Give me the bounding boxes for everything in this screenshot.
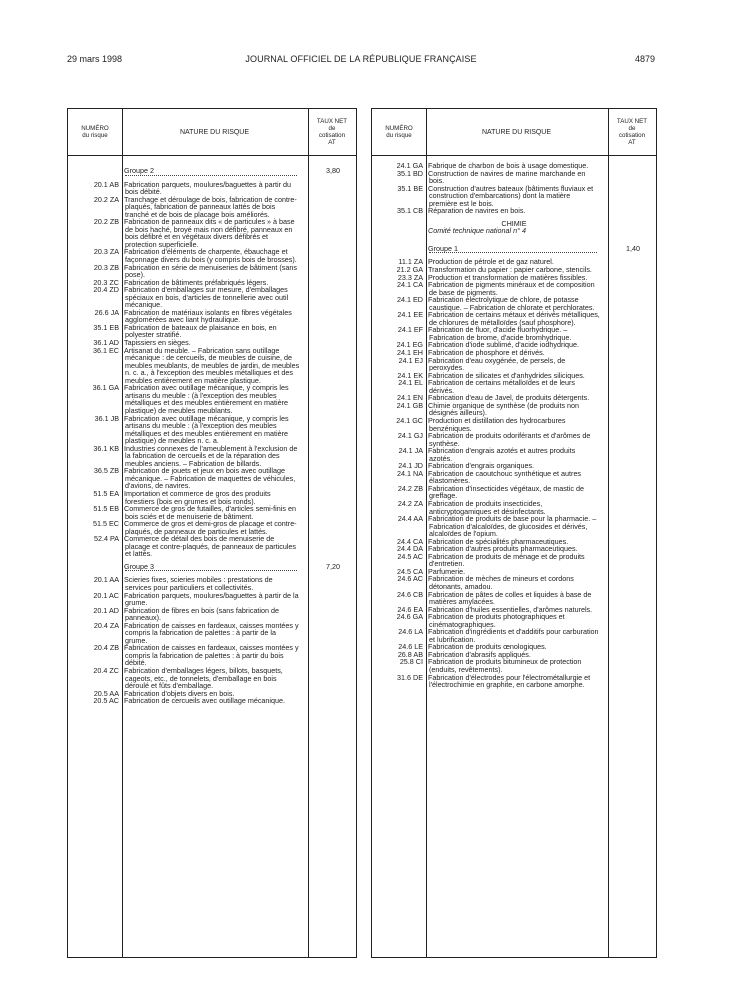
risk-description: Fabrication de certains métalloïdes et de leurs dérivés.	[428, 378, 576, 395]
risk-description: Fabrication d'électrodes pour l'électrométallurgie et l'électrochimie en graphite, en carbone amorphe.	[428, 672, 591, 690]
risk-description: Fabrication de caisses en fardeaux, caisses montées y compris la fabrication de palettes : à partir de la grume.	[124, 620, 299, 645]
risk-description: Fabrication d'éléments de charpente, ébauchage et façonnage divers du bois (y compris bois de brosses).	[124, 247, 297, 265]
table-row	[372, 281, 656, 296]
header-rate: TAUX NET de cotisation AT	[616, 118, 648, 146]
risk-code: 23.3 ZA	[397, 272, 423, 282]
table-row	[68, 196, 356, 219]
risk-code: 24.1 GB	[396, 400, 423, 410]
risk-description: Fabrication avec outillage mécanique, y compris les artisans du meuble : (à l'exception des meubles métalliques et des meubles entièrement en matière plastique) de meubles meublants.	[124, 383, 289, 415]
risk-code: 52.4 PA	[93, 534, 119, 544]
risk-code: 24.6 AC	[397, 574, 423, 584]
risk-code: 24.4 AA	[397, 514, 423, 524]
table-row	[372, 470, 656, 485]
table-header	[68, 109, 356, 156]
risk-code: 20.4 ZD	[93, 285, 119, 295]
risk-code: 20.4 ZA	[93, 620, 119, 630]
risk-description: Fabrication de produits insecticides, anticryptogamiques et désinfectants.	[428, 498, 546, 516]
table-row	[372, 402, 656, 417]
risk-code: 51.5 EC	[93, 519, 119, 529]
risk-code: 24.1 GJ	[397, 431, 423, 441]
risk-code: 24.1 EK	[397, 370, 423, 380]
table-row	[68, 218, 356, 248]
risk-code: 26.8 AB	[397, 649, 423, 659]
risk-description: Artisanat du meuble. – Fabrication sans outillage mécanique : de cercueils, de meubles de cuisine, de meubles meublants, de meubles de jardin, de meubles n. c. a., à l'exception des meubles métalliques et des meubles entièrement en matière plastique.	[124, 345, 300, 385]
risk-code: 36.5 ZB	[93, 466, 119, 476]
table-row	[68, 347, 356, 385]
risk-description: Construction d'autres bateaux (bâtiments fluviaux et construction d'embarcations) dont la matière première est le bois.	[428, 183, 594, 208]
risk-code: 24.1 GA	[396, 161, 423, 170]
table-row	[372, 515, 656, 538]
table-row	[372, 311, 656, 326]
group-label: Groupe 2	[125, 167, 297, 176]
risk-description: Commerce de gros de futailles, d'articles semi-finis en bois sciés et de menuiserie de bâtiment.	[124, 504, 296, 521]
risk-code: 20.1 AD	[93, 605, 119, 615]
risk-code: 20.5 AC	[93, 696, 119, 706]
table-row	[68, 520, 356, 535]
risk-code: 25.8 CI	[399, 657, 423, 667]
risk-description: Fabrication de fibres en bois (sans fabrication de panneaux).	[124, 605, 280, 623]
risk-description: Fabrication de produits bitumineux de protection (enduits, revêtements).	[428, 657, 582, 674]
table-row	[372, 613, 656, 628]
table-row	[68, 324, 356, 339]
risk-description: Fabrication d'emballages légers, billots, basquets, cageots, etc., de tonnelets, d'emballage en bois déroulé et fûts d'emballage.	[124, 666, 283, 691]
header-code: NUMÉRO du risque	[385, 125, 413, 139]
table-row	[68, 576, 356, 591]
table-row	[372, 500, 656, 515]
risk-code: 24.1 EG	[396, 340, 423, 350]
risk-code: 35.1 CB	[397, 206, 423, 216]
risk-code: 35.1 BD	[397, 168, 423, 178]
risk-code: 51.5 EA	[93, 488, 119, 498]
table-row	[372, 628, 656, 643]
risk-code: 24.5 AC	[397, 551, 423, 561]
risk-code: 24.2 ZA	[397, 498, 423, 508]
table-row	[68, 490, 356, 505]
risk-code: 24.6 EA	[397, 604, 423, 614]
risk-code: 20.2 ZB	[93, 217, 119, 227]
table-row	[372, 227, 656, 235]
risk-description: Fabrication d'eau oxygénée, de persels, de peroxydes.	[428, 355, 566, 373]
risk-code: 24.4 CA	[397, 536, 423, 546]
risk-code: 24.1 CA	[397, 280, 423, 290]
table-row	[68, 505, 356, 520]
risk-code: 24.4 DA	[397, 544, 423, 554]
left-table	[67, 108, 357, 958]
risk-description: Tranchage et déroulage de bois, fabrication de contre-plaqués, fabrication de panneaux lattés de bois tranché et de bois de placage bois améliorés.	[124, 194, 297, 219]
table-row	[68, 286, 356, 309]
issue-date: 29 mars 1998	[67, 54, 123, 64]
risk-description: Chimie organique de synthèse (de produits non désignés ailleurs).	[428, 400, 580, 418]
risk-code: 24.1 EN	[397, 393, 423, 403]
risk-description: Fabrication de produits photographiques et cinématographiques.	[428, 612, 565, 629]
risk-description: Fabrication parquets, moulures/baguettes à partir du bois débité.	[124, 179, 292, 197]
table-row	[68, 384, 356, 414]
risk-code: 24.1 EE	[397, 310, 423, 320]
right-rows	[372, 162, 656, 689]
risk-code: 21.2 GA	[396, 265, 423, 275]
table-row	[68, 607, 356, 622]
risk-description: Fabrication d'huiles essentielles, d'arômes naturels.	[428, 604, 593, 614]
risk-code: 24.1 JA	[398, 446, 423, 456]
risk-code: 24.6 LA	[398, 627, 423, 637]
header-nature: NATURE DU RISQUE	[481, 128, 552, 136]
table-row	[68, 644, 356, 667]
risk-code: 24.1 JD	[398, 461, 423, 471]
risk-description: Fabrication de silicates et d'anhydrides siliciques.	[428, 370, 585, 380]
risk-description: Fabrication de bâtiments préfabriqués légers.	[124, 277, 269, 287]
page-number: 4879	[634, 54, 655, 64]
risk-description: Fabrication d'emballages sur mesure, d'emballages spéciaux en bois, d'articles de tonnellerie avec outil mécanique.	[124, 285, 289, 310]
risk-description: Importation et commerce de gros des produits forestiers (bois en grumes et bois ronds).	[124, 488, 271, 506]
net-rate: 3,80	[326, 166, 340, 175]
risk-description: Commerce de détail des bois de menuiserie de placage et contre-plaqués, de panneaux de particules et lattés.	[124, 534, 297, 559]
risk-description: Commerce de gros et demi-gros de placage et contre-plaqués, de panneaux de particules et lattés.	[124, 519, 297, 536]
table-row	[372, 553, 656, 568]
risk-description: Fabrication de produits œnologiques.	[428, 642, 547, 652]
risk-description: Production de pétrole et de gaz naturel.	[428, 257, 554, 267]
risk-description: Fabrication de mèches de mineurs et cordons détonants, amadou.	[428, 574, 574, 591]
risk-description: Fabrication d'insecticides végétaux, de mastic de greffage.	[428, 483, 584, 501]
risk-code: 20.3 ZC	[93, 277, 119, 287]
risk-description: Fabrication d'eau de Javel, de produits détergents.	[428, 393, 590, 403]
net-rate: 1,40	[626, 243, 640, 253]
risk-description: Fabrication de caoutchouc synthétique et autres élastomères.	[428, 468, 582, 486]
risk-description: Parfumerie.	[428, 566, 466, 576]
table-row	[68, 264, 356, 279]
risk-code: 11.1 ZA	[398, 257, 423, 267]
risk-description: Fabrication de fluor, d'acide fluorhydrique. – Fabrication de brome, d'acide bromhydrique.	[428, 325, 572, 342]
page-header	[67, 54, 655, 68]
risk-code: 36.1 JB	[94, 413, 119, 423]
table-row	[68, 415, 356, 445]
risk-code: 51.5 EB	[93, 504, 119, 514]
risk-description: Fabrication d'objets divers en bois.	[124, 688, 235, 698]
header-nature: NATURE DU RISQUE	[179, 128, 250, 136]
table-row	[68, 535, 356, 558]
table-row	[372, 658, 656, 673]
risk-description: Fabrication de produits odoriférants et d'arômes de synthèse.	[428, 431, 591, 448]
table-row	[68, 248, 356, 263]
risk-description: Transformation du papier : papier carbone, stencils.	[428, 265, 592, 275]
table-row	[372, 674, 656, 689]
table-row	[372, 357, 656, 372]
risk-code: 20.1 AB	[93, 179, 119, 189]
risk-code: 20.4 ZC	[93, 666, 119, 675]
table-row	[68, 592, 356, 607]
risk-description: Fabrication de jouets et jeux en bois avec outillage mécanique. – Fabrication de maquettes de véhicules, d'avions, de navires.	[124, 466, 296, 491]
risk-code: 24.1 EJ	[398, 355, 423, 365]
group-row	[68, 167, 356, 176]
risk-description: Fabrication avec outillage mécanique, y compris les artisans du meuble : (à l'exception des meubles métalliques et des meubles entièrement en matière plastique) de meubles n. c. a.	[124, 413, 289, 446]
risk-code: 24.1 EH	[397, 348, 423, 358]
table-row	[68, 467, 356, 490]
risk-description: Fabrication de produits de ménage et de produits d'entretien.	[428, 551, 585, 569]
risk-code: 24.1 ED	[397, 295, 423, 305]
risk-code: 35.1 BE	[397, 183, 423, 193]
risk-description: Fabrication de matériaux isolants en fibres végétales agglomérées avec liant hydraulique.	[124, 307, 292, 325]
risk-description: Fabrication de caisses en fardeaux, caisses montées y compris la fabrication de palettes : à partir du bois débité.	[124, 643, 299, 668]
risk-description: Production et transformation de matières fissibles.	[428, 272, 588, 282]
risk-description: Fabrication d'iode sublimé, d'acide iodhydrique.	[428, 340, 579, 350]
table-row	[372, 417, 656, 432]
table-row	[372, 207, 656, 215]
risk-code: 20.1 AA	[93, 575, 119, 585]
risk-description: Fabrication de cercueils avec outillage mécanique.	[124, 696, 286, 706]
risk-description: Fabrication de phosphore et dérivés.	[428, 348, 545, 358]
risk-description: Fabrication de pâtes de colles et liquides à base de matières amylacées.	[428, 589, 592, 607]
risk-code: 26.6 JA	[94, 307, 119, 317]
risk-description: Fabrication parquets, moulures/baguettes à partir de la grume.	[124, 590, 299, 608]
table-row	[68, 181, 356, 196]
risk-description: Fabrication de certains métaux et dérivés métalliques, de chlorures de métalloïdes (sauf phosphore).	[428, 310, 600, 327]
risk-description: Fabrication de spécialités pharmaceutiques.	[428, 536, 569, 546]
risk-description: Fabrication de panneaux dits « de particules » à base de bois haché, broyé mais non défibré, panneaux en bois défibré et en végétaux divers défibrés et protection superficielle.	[124, 217, 295, 249]
risk-code: 20.4 ZB	[93, 643, 119, 653]
risk-code: 36.1 KB	[93, 443, 119, 453]
risk-code: 20.5 AA	[93, 688, 119, 698]
table-row	[372, 185, 656, 208]
group-label: Groupe 3	[125, 563, 297, 572]
risk-description: Fabrication d'engrais azotés et autres produits azotés.	[428, 446, 576, 463]
table-row	[68, 667, 356, 690]
table-row	[372, 326, 656, 341]
table-row	[372, 432, 656, 447]
group-row	[68, 563, 356, 572]
table-row	[68, 697, 356, 705]
table-row	[372, 447, 656, 462]
table-row	[68, 622, 356, 645]
group-label: Groupe 1	[429, 245, 597, 254]
risk-code: 24.5 CA	[397, 566, 423, 576]
risk-description: Fabrication en série de menuiseries de bâtiment (sans pose).	[124, 262, 297, 280]
risk-description: Comité technique national n° 4	[428, 226, 526, 236]
risk-code: 31.6 DE	[397, 672, 423, 682]
risk-description: Production et distillation des hydrocarbures benzéniques.	[428, 415, 566, 433]
journal-title: JOURNAL OFFICIEL DE LA RÉPUBLIQUE FRANÇAISE	[245, 54, 477, 64]
risk-description: Scieries fixes, scieries mobiles : prestations de services pour particuliers et collectivités.	[124, 575, 273, 592]
risk-code: 20.2 ZA	[93, 194, 119, 204]
table-row	[372, 296, 656, 311]
risk-code: 24.2 ZB	[397, 483, 423, 493]
risk-description: Industries connexes de l'ameublement à l'exclusion de la fabrication de cercueils et de la réparation des meubles anciens. – Fabrication de billards.	[124, 443, 298, 468]
header-code: NUMÉRO du risque	[81, 125, 109, 139]
table-row	[372, 379, 656, 394]
right-table	[371, 108, 657, 958]
risk-description: Fabrication de pigments minéraux et de composition de base de pigments.	[428, 280, 595, 297]
risk-code: 24.6 LE	[398, 642, 423, 652]
risk-code: 20.1 AC	[93, 590, 119, 600]
risk-description: Fabrication d'abrasifs appliqués.	[428, 649, 531, 659]
risk-description: Fabrication de bateaux de plaisance en bois, en polyester stratifié.	[124, 322, 277, 340]
risk-code: 24.1 GC	[396, 415, 423, 425]
table-row	[372, 485, 656, 500]
risk-description: Réparation de navires en bois.	[428, 206, 526, 216]
risk-code: 20.3 ZA	[93, 247, 119, 257]
risk-code: 24.1 EF	[397, 325, 423, 335]
risk-code: 24.1 EL	[398, 378, 423, 388]
risk-description: Construction de navires de marine marchande en bois.	[428, 168, 586, 186]
group-row	[372, 245, 656, 254]
risk-code: 35.1 EB	[93, 322, 119, 332]
table-row	[68, 445, 356, 468]
risk-description: Fabrication d'engrais organiques.	[428, 461, 535, 471]
risk-description: Tapissiers en sièges.	[124, 338, 191, 348]
risk-code: 20.3 ZB	[93, 262, 119, 272]
risk-description: Fabrication d'ingrédients et d'additifs pour carburation et lubrification.	[428, 627, 599, 644]
table-row	[372, 575, 656, 590]
header-rate: TAUX NET de cotisation AT	[316, 118, 348, 146]
risk-description: Fabrication électrolytique de chlore, de potasse caustique. – Fabrication de chlorate et perchlorates.	[428, 295, 595, 312]
table-row	[68, 309, 356, 324]
table-header	[372, 109, 656, 156]
risk-code: 36.1 AD	[93, 338, 119, 348]
table-row	[372, 591, 656, 606]
left-rows	[68, 162, 356, 705]
table-row	[372, 170, 656, 185]
risk-description: Fabrique de charbon de bois à usage domestique.	[428, 161, 589, 170]
risk-code: 24.1 NA	[397, 468, 423, 478]
risk-description: Fabrication de produits de base pour la pharmacie. – Fabrication d'alcaloïdes, de glucosides et dérivés, alcaloïdes de l'opium.	[428, 514, 597, 539]
risk-description: Fabrication d'autres produits pharmaceutiques.	[428, 544, 578, 554]
risk-code: 24.6 GA	[396, 612, 423, 622]
risk-code: 36.1 GA	[92, 383, 119, 393]
net-rate: 7,20	[326, 561, 340, 571]
risk-code: 24.6 CB	[397, 589, 423, 599]
risk-code: 36.1 EC	[93, 345, 119, 355]
risk-description: CHIMIE	[501, 218, 527, 228]
